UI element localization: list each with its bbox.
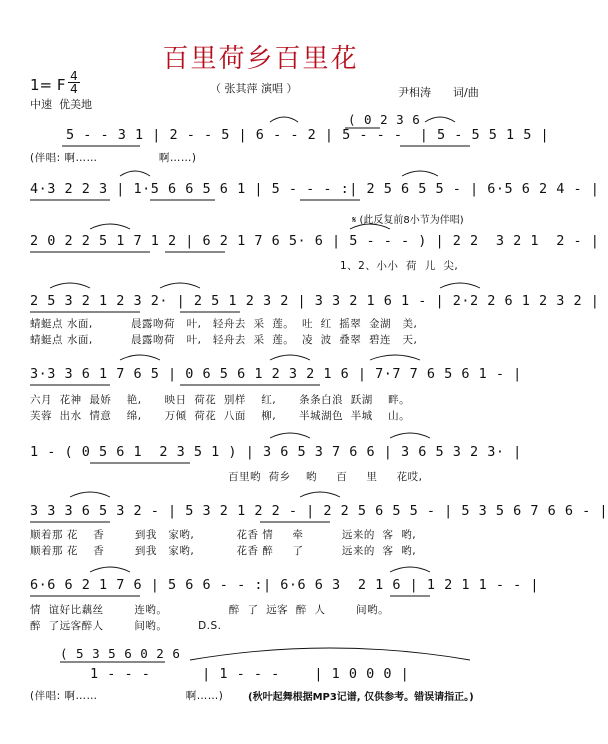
slur-3 — [120, 171, 150, 176]
slur-17 — [90, 567, 130, 572]
music-line-2: 4·3 2 2 3 | 1·5 6 6 5 6 1 | 5 - - - :| 2 5 6 5 5 - | 6·5 6 2 4 - | — [30, 181, 600, 197]
time-signature — [68, 70, 80, 95]
music-line-6: 1 - ( 0 5 6 1 2 3 5 1 ) | 3 6 5 3 7 6 6 | 3 6 5 3 2 3· | — [30, 444, 522, 460]
slur-13 — [270, 433, 310, 438]
slur-14 — [390, 433, 430, 438]
lyric-line-5a: 六月 花神 最娇 艳, 映日 荷花 别样 红, 条条白浪 跃湖 畔。 — [30, 394, 411, 406]
music-line-3: 2 0 2 2 5 1 7 1 2 | 6 2 1 7 6 5· 6 | 5 - - - ) | 2 2 3 2 1 2 - | — [30, 233, 600, 249]
footer-note: (秋叶起舞根据MP3记谱, 仅供参考。错误请指正。) — [248, 692, 474, 703]
slur-15 — [70, 492, 110, 497]
lyric-line-7b: 顺着那 花 香 到我 家哟, 花香 醉 了 远来的 客 哟, — [30, 545, 417, 557]
slur-16 — [300, 492, 340, 497]
lyric-line-7a: 顺着那 花 香 到我 家哟, 花香 情 牵 远来的 客 哟, — [30, 529, 417, 541]
key-signature: 1= F — [30, 76, 66, 94]
lyric-line-6: 百里哟 荷乡 哟 百 里 花哎, — [228, 471, 423, 483]
slur-5 — [90, 224, 130, 229]
intro-notes: ( 0 2 3 6 — [348, 112, 421, 127]
time-denominator: 4 — [70, 82, 78, 96]
music-line-5: 3·3 3 6 1 7 6 5 | 0 6 5 6 1 2 3 2 1 6 | 7·7 7 6 5 6 1 - | — [30, 366, 522, 382]
lyric-line-4b: 蜻蜓点 水面, 晨露吻荷 叶, 轻舟去 采 莲。 凌 波 叠翠 碧连 天, — [30, 334, 418, 346]
tempo-marking: 中速 优美地 — [30, 98, 92, 111]
lyric-line-8a: 情 谊好比藕丝 连哟。 醉 了 远客 醉 人 间哟。 — [30, 604, 390, 616]
slur-18 — [390, 567, 430, 572]
slur-4 — [402, 171, 438, 176]
slur-9 — [440, 283, 480, 288]
lyric-line-1: (伴唱: 啊…… 啊……) — [30, 152, 197, 164]
slur-1 — [270, 117, 298, 122]
repeat-note: 𝄋 (此反复前8小节为伴唱) — [352, 215, 464, 226]
lyric-line-8b: 醉 了远客醉人 间哟。 D.S. — [30, 620, 222, 632]
slur-10 — [120, 355, 160, 360]
time-numerator: 4 — [68, 70, 80, 83]
lyric-line-5b: 芙蓉 出水 情意 绵, 万倾 荷花 八面 柳, 半城湖色 半城 山。 — [30, 410, 411, 422]
music-line-4: 2 5 3 2 1 2 3 2· | 2 5 1 2 3 2 | 3 3 2 1 6 1 - | 2·2 2 6 1 2 3 2 | — [30, 293, 600, 309]
slur-2 — [425, 117, 455, 122]
song-title: 百里荷乡百里花 — [162, 44, 359, 74]
intro-notes-final: ( 5 3 5 6 0 2 6 — [60, 646, 181, 661]
slur-19 — [190, 648, 470, 660]
music-line-8: 6·6 6 2 1 7 6 | 5 6 6 - - :| 6·6 6 3 2 1 6 | 1 2 1 1 - - | — [30, 577, 540, 593]
slur-7 — [50, 283, 90, 288]
slur-12 — [370, 355, 420, 360]
music-line-7: 3 3 3 6 5 3 2 - | 5 3 2 1 2 2 - | 2 2 5 6 5 5 - | 5 3 5 6 7 6 6 - | — [30, 503, 608, 519]
music-line-1: 5 - - 3 1 | 2 - - 5 | 6 - - 2 | 5 - - - | 5 - 5 5 1 5 | — [66, 127, 550, 143]
slur-11 — [270, 355, 310, 360]
lyric-line-3: 1、2、小小 荷 儿 尖, — [340, 260, 459, 272]
lyric-line-4a: 蜻蜓点 水面, 晨露吻荷 叶, 轻舟去 采 莲。 吐 红 摇翠 金湖 美, — [30, 318, 418, 330]
music-line-9: 1 - - - | 1 - - - | 1 0 0 0 | — [90, 666, 410, 682]
slur-8 — [160, 283, 200, 288]
singer-credit: （ 张其萍 演唱 ） — [210, 82, 298, 95]
author-credit: 尹相涛 词/曲 — [398, 86, 479, 99]
lyric-line-9: (伴唱: 啊…… 啊……) — [30, 690, 224, 702]
